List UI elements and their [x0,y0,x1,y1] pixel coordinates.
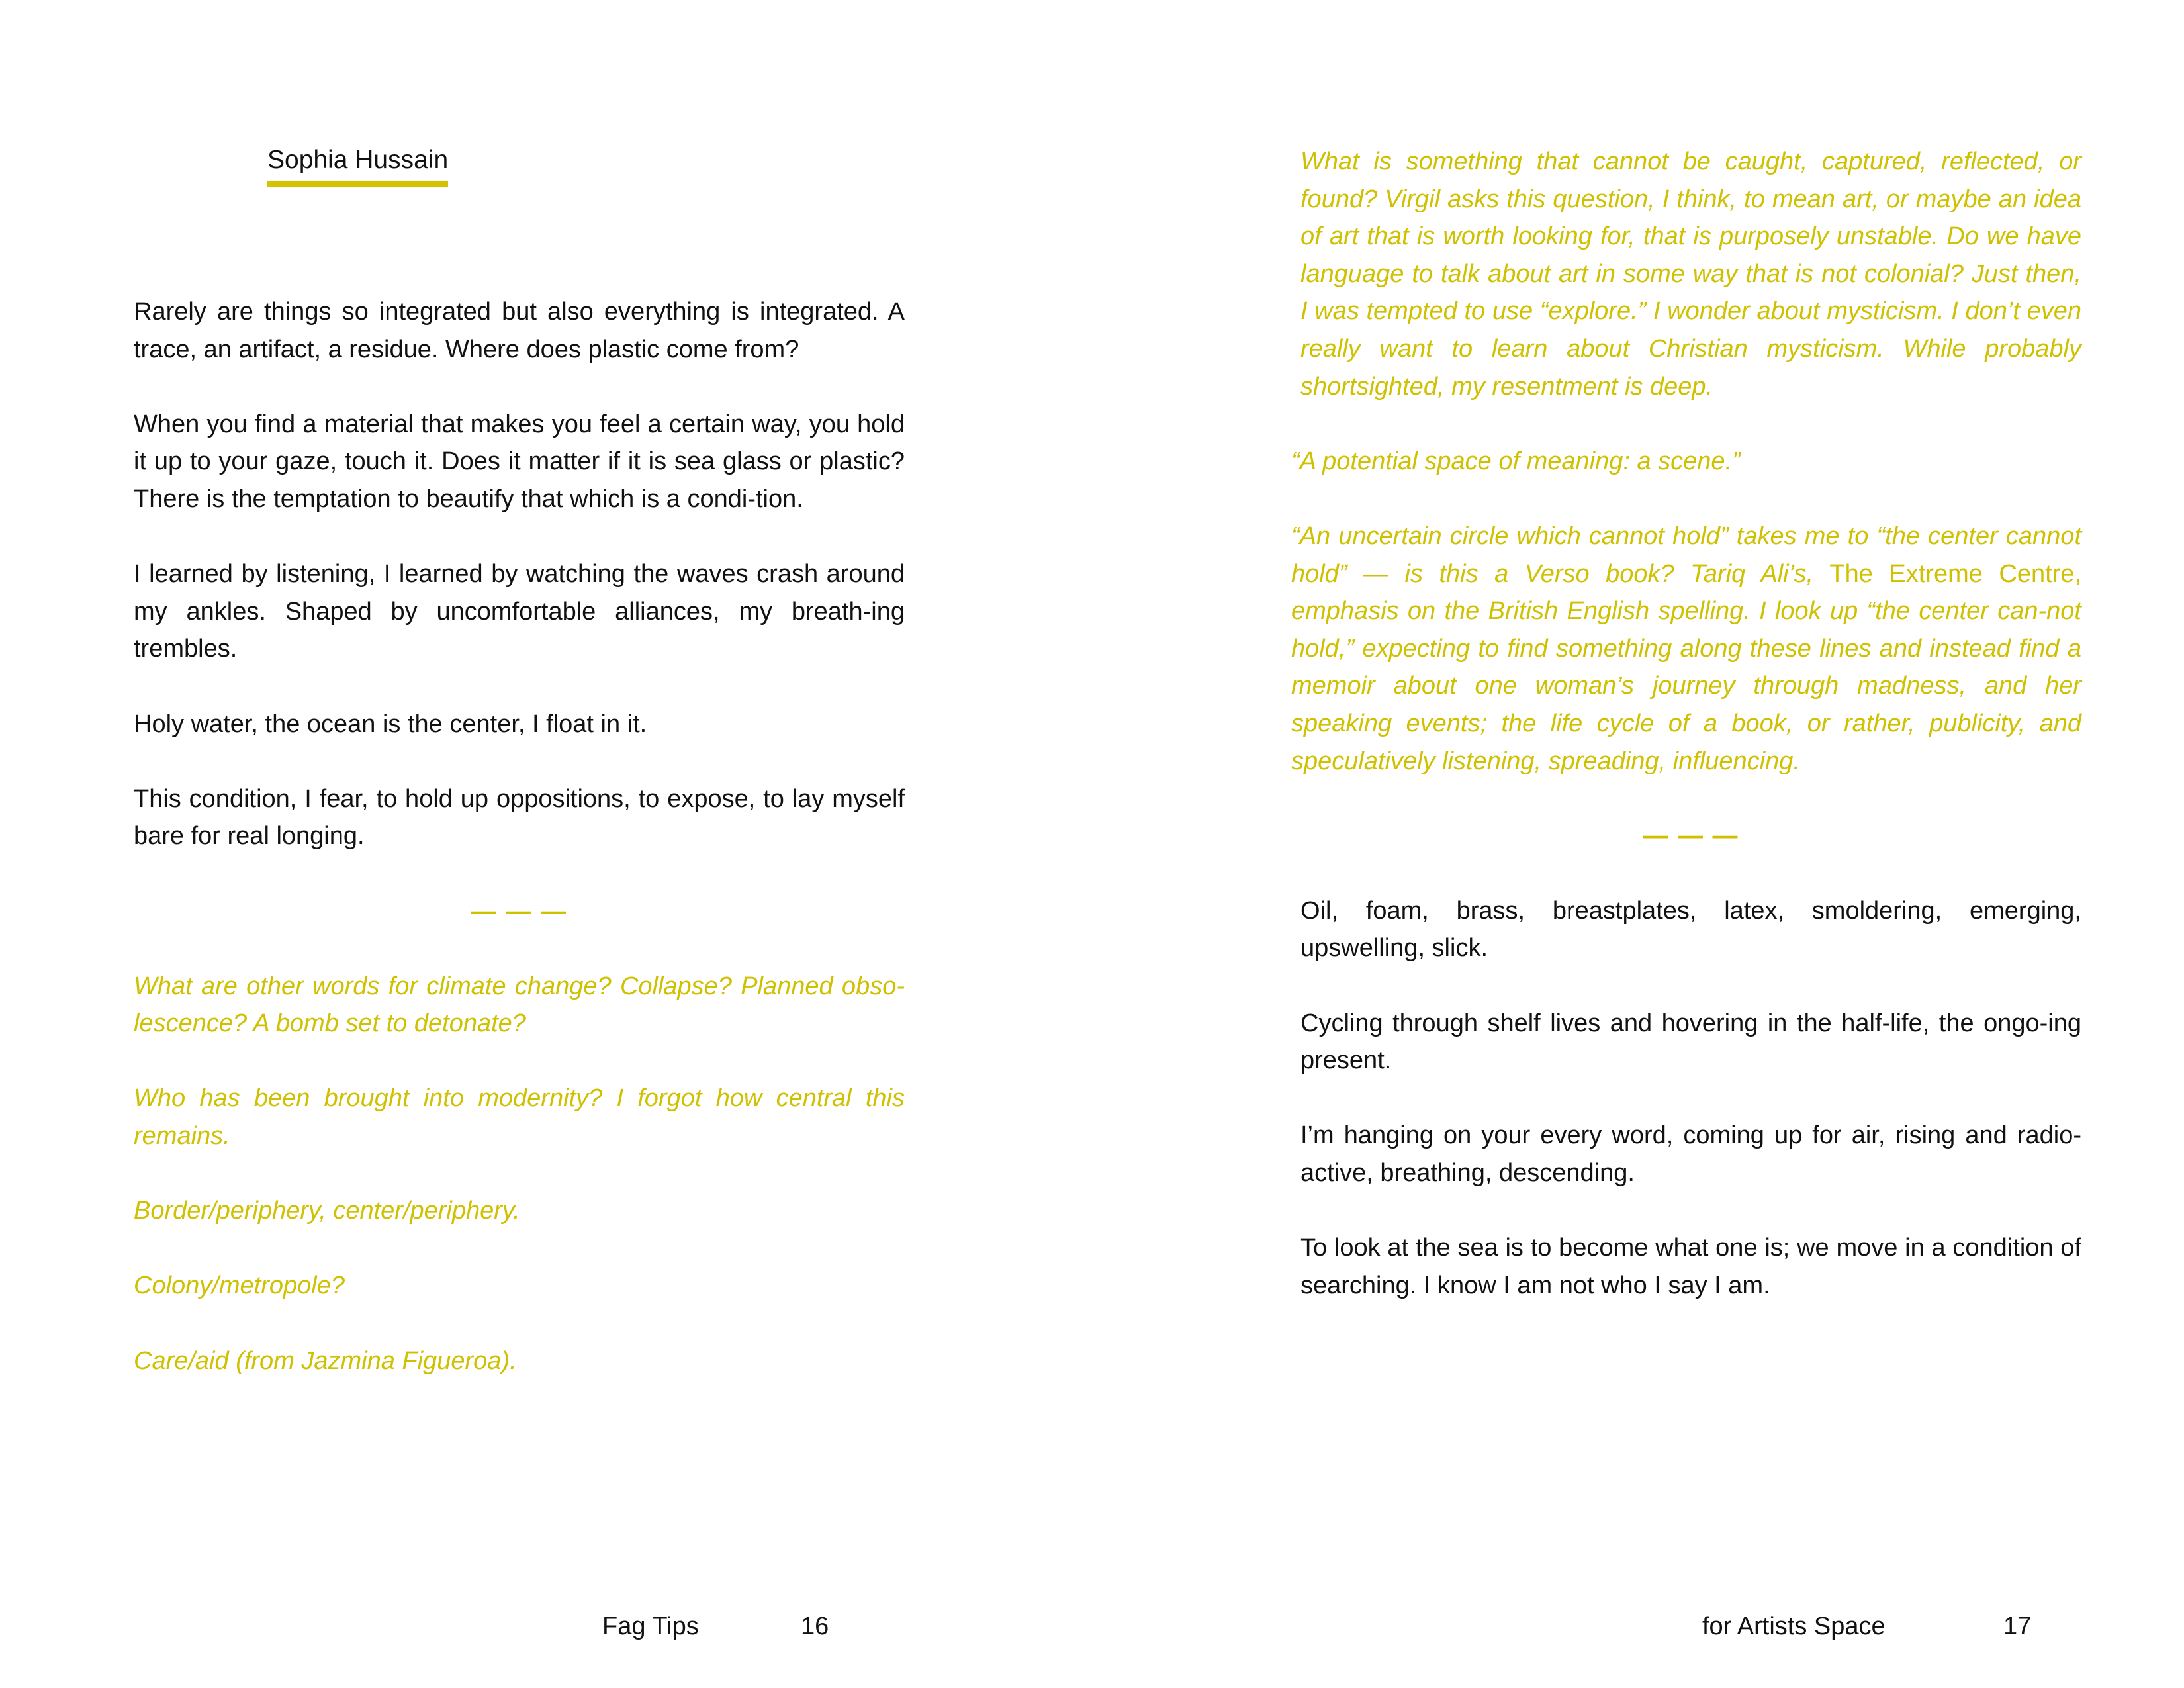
page-number: 16 [801,1613,829,1640]
paragraph: Oil, foam, brass, breastplates, latex, smoldering, emerging, upswelling, slick. [1300,896,2081,962]
footer-title: for Artists Space [1702,1613,1886,1640]
right-column [1291,143,2081,1342]
paragraph: Rarely are things so integrated but also everything is integrated. A trace, an artifact, a residue. Where does plastic come from? [134,298,905,363]
quote-paragraph [1291,518,2081,780]
section-divider: — — — [471,897,568,925]
paragraph: I learned by listening, I learned by watching the waves crash around my ankles. Shaped by uncomfortable alliances, my breath-ing trembles. [134,560,905,663]
quote-text-before: “An uncertain circle which cannot hold” takes me to “the center cannot hold” — is this a Verso book? Tariq Ali’s, [1291,522,2081,588]
italic-paragraph: Colony/metropole? [134,1272,345,1300]
paragraph: Cycling through shelf lives and hovering in the half-life, the ongo-ing present. [1300,1009,2081,1075]
paragraph: Holy water, the ocean is the center, I float in it. [134,710,647,738]
page-number: 17 [2003,1613,2032,1640]
italic-paragraph: Border/periphery, center/periphery. [134,1197,520,1225]
footer-title: Fag Tips [602,1613,699,1640]
paragraph: I’m hanging on your every word, coming up for air, rising and radio-active, breathing, descending. [1300,1121,2081,1188]
italic-paragraph: What are other words for climate change? Collapse? Planned obso-lescence? A bomb set to detonate? [134,972,905,1038]
italic-paragraph: Who has been brought into modernity? I forgot how central this remains. [134,1084,905,1150]
italic-paragraph: What is something that cannot be caught, captured, reflected, or found? Virgil asks this question, I think, to mean art, or maybe an idea of art that is worth looking for, that is purposely unstable. Do we have language to talk about art in some way that is not colonial? Just then, I was tempted to use “explore.” I wonder about mysticism. I don’t even really want to learn about Christian mysticism. While probably shortsighted, my resentment is deep. [1300,148,2081,400]
left-column [134,293,905,1417]
right-page [1092,0,2184,1688]
book-title: The Extreme Centre, [1829,559,2081,588]
quote-text-after: emphasis on the British English spelling. I look up “the center can-not hold,” expecting to find something along these lines and instead find a memoir about one woman’s journey through madness, and her speaking events; the life cycle of a book, or rather, publicity, and speculatively listening, spreading, influencing. [1291,597,2081,775]
section-divider: — — — [1643,821,1739,850]
italic-paragraph: Care/aid (from Jazmina Figueroa). [134,1346,517,1375]
paragraph: When you find a material that makes you feel a certain way, you hold it up to your gaze, touch it. Does it matter if it is sea glass or plastic? There is the temptation to beautify that which is a condi-tion. [134,410,905,513]
paragraph: This condition, I fear, to hold up oppositions, to expose, to lay myself bare for real longing. [134,784,905,851]
author-name: Sophia Hussain [267,142,448,187]
italic-quote: “A potential space of meaning: a scene.” [1291,447,1741,475]
paragraph: To look at the sea is to become what one is; we move in a condition of searching. I know I am not who I say I am. [1300,1234,2081,1299]
